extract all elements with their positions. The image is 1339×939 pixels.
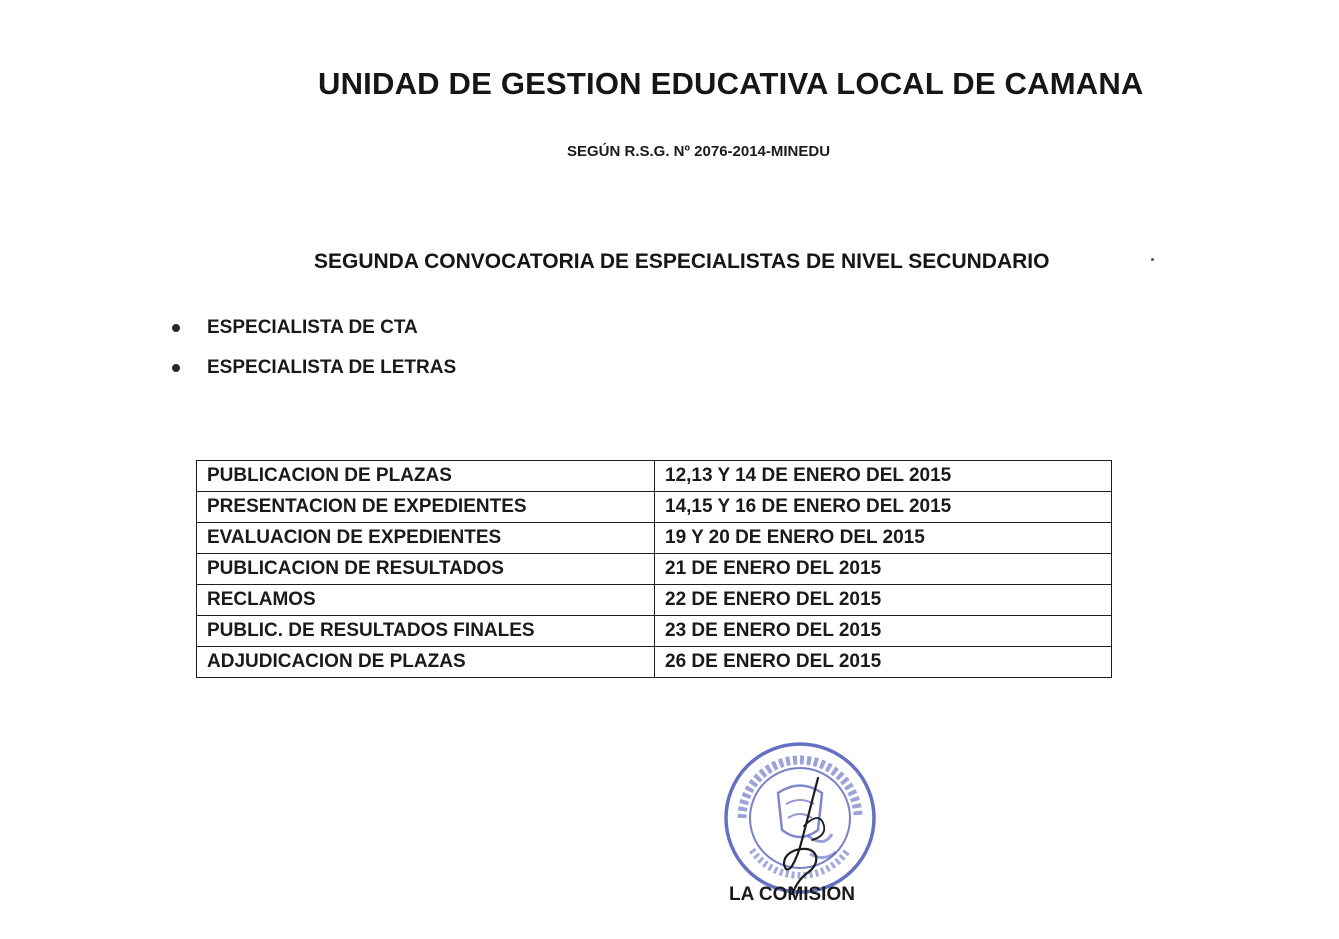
date-cell: 12,13 Y 14 DE ENERO DEL 2015 — [655, 461, 1112, 492]
date-cell: 21 DE ENERO DEL 2015 — [655, 554, 1112, 585]
table-row — [197, 647, 1112, 678]
table-row — [197, 523, 1112, 554]
activity-cell: ADJUDICACION DE PLAZAS — [197, 647, 655, 678]
activity-cell: PUBLICACION DE PLAZAS — [197, 461, 655, 492]
activity-cell: PUBLIC. DE RESULTADOS FINALES — [197, 616, 655, 647]
list-item — [170, 355, 456, 395]
bullet-icon — [172, 364, 180, 372]
document-subtitle: SEGÚN R.S.G. Nº 2076-2014-MINEDU — [567, 143, 831, 160]
position-list — [170, 315, 456, 395]
table-row — [197, 554, 1112, 585]
date-cell: 22 DE ENERO DEL 2015 — [655, 585, 1112, 616]
table-row — [197, 461, 1112, 492]
announcement-heading: SEGUNDA CONVOCATORIA DE ESPECIALISTAS DE NIVEL SECUNDARIO — [314, 250, 1050, 273]
position-label: ESPECIALISTA DE LETRAS — [207, 357, 457, 378]
scan-speck — [1151, 258, 1154, 261]
date-cell: 19 Y 20 DE ENERO DEL 2015 — [655, 523, 1112, 554]
signature-icon — [740, 770, 860, 900]
activity-cell: EVALUACION DE EXPEDIENTES — [197, 523, 655, 554]
position-label: ESPECIALISTA DE CTA — [207, 317, 418, 338]
date-cell: 26 DE ENERO DEL 2015 — [655, 647, 1112, 678]
signer-label: LA COMISION — [729, 884, 855, 905]
table-row — [197, 492, 1112, 523]
document-title: UNIDAD DE GESTION EDUCATIVA LOCAL DE CAMANA — [318, 66, 1144, 101]
list-item — [170, 315, 456, 355]
table-row — [197, 616, 1112, 647]
activity-cell: PUBLICACION DE RESULTADOS — [197, 554, 655, 585]
activity-cell: RECLAMOS — [197, 585, 655, 616]
table-row — [197, 585, 1112, 616]
bullet-icon — [172, 324, 180, 332]
date-cell: 23 DE ENERO DEL 2015 — [655, 616, 1112, 647]
schedule-table — [196, 460, 1112, 678]
activity-cell: PRESENTACION DE EXPEDIENTES — [197, 492, 655, 523]
date-cell: 14,15 Y 16 DE ENERO DEL 2015 — [655, 492, 1112, 523]
